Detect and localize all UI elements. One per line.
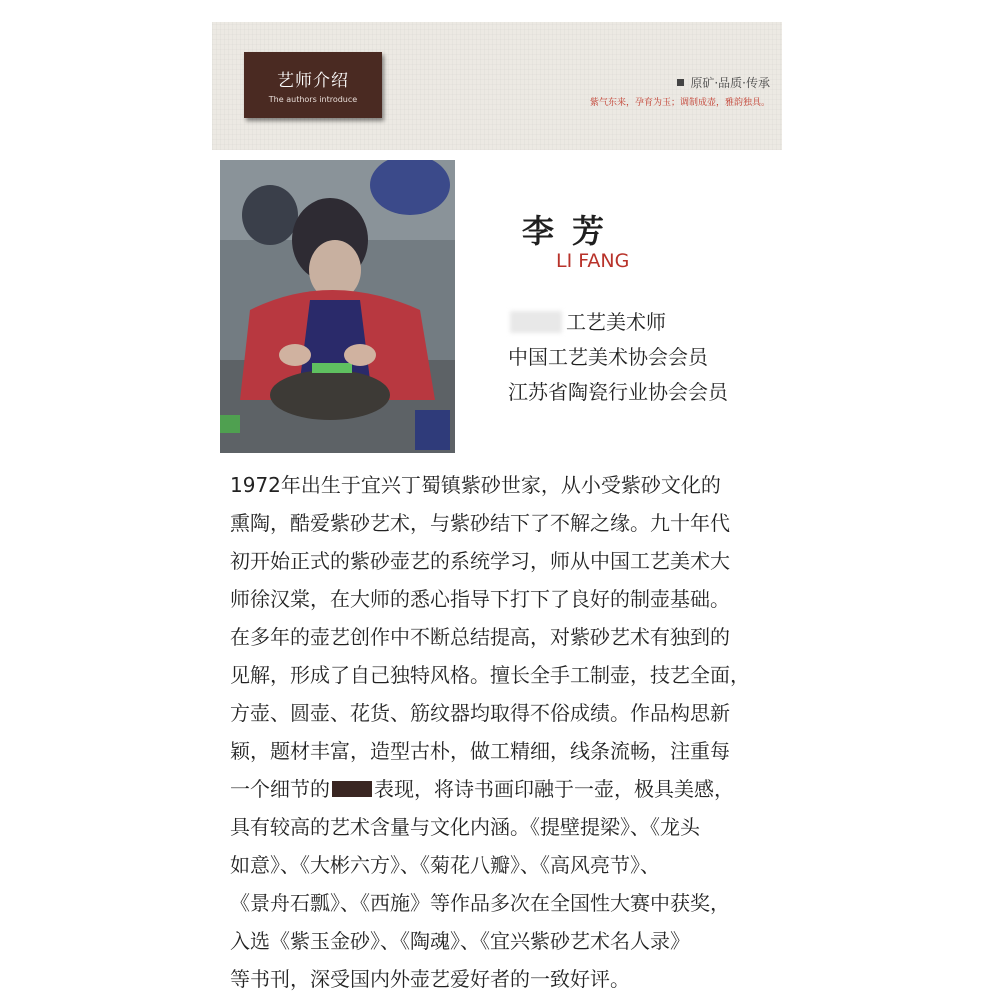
bio-line: 1972年出生于宜兴丁蜀镇紫砂世家，从小受紫砂文化的: [230, 473, 721, 497]
author-titles: [508, 305, 728, 410]
bio-line: 等书刊，深受国内外壶艺爱好者的一致好评。: [230, 967, 630, 991]
slogan-subtext: 紫气东来，孕育为玉；调制成壶，雅韵独具。: [589, 98, 770, 108]
square-bullet-icon: [677, 79, 684, 86]
bio-line: 一个细节的 表现，将诗书画印融于一壶，极具美感，: [230, 777, 734, 801]
bio-line: 在多年的壶艺创作中不断总结提高，对紫砂艺术有独到的: [230, 625, 730, 649]
author-title-item: 工艺美术师: [508, 305, 728, 340]
bio-line: 方壶、圆壶、花货、筋纹器均取得不俗成绩。作品构思新: [230, 701, 730, 725]
bio-line: 初开始正式的紫砂壶艺的系统学习，师从中国工艺美术大: [230, 549, 730, 573]
bio-line: 《景舟石瓢》、《西施》等作品多次在全国性大赛中获奖，: [230, 891, 730, 915]
author-name-en: LI FANG: [556, 250, 630, 272]
bio-line: 熏陶，酷爱紫砂艺术，与紫砂结下了不解之缘。九十年代: [230, 511, 730, 535]
blurred-text: [510, 311, 562, 333]
author-name-cn: 李芳: [522, 212, 623, 250]
author-title-item: 江苏省陶瓷行业协会会员: [508, 380, 728, 404]
author-title-item: 中国工艺美术协会会员: [508, 345, 708, 369]
section-title-box: [244, 52, 382, 118]
bio-line: 师徐汉棠，在大师的悉心指导下打下了良好的制壶基础。: [230, 587, 730, 611]
artisan-photo: [220, 160, 455, 453]
slogan: [590, 74, 770, 108]
bio-line: 具有较高的艺术含量与文化内涵。《提壁提梁》、《龙头: [230, 815, 700, 839]
section-title-cn: 艺师介绍: [277, 71, 349, 91]
header-banner: [212, 22, 782, 150]
slogan-text: 原矿·品质·传承: [690, 76, 770, 90]
bio-line: 入选《紫玉金砂》、《陶魂》、《宜兴紫砂艺术名人录》: [230, 929, 690, 953]
bio-line: 颖，题材丰富，造型古朴，做工精细，线条流畅，注重每: [230, 739, 730, 763]
biography: [230, 466, 790, 998]
bio-line: 如意》、《大彬六方》、《菊花八瓣》、《高风亮节》、: [230, 853, 660, 877]
bio-line: 见解，形成了自己独特风格。擅长全手工制壶，技艺全面，: [230, 663, 750, 687]
section-title-en: The authors introduce: [268, 95, 358, 104]
redacted-block: [332, 781, 372, 797]
